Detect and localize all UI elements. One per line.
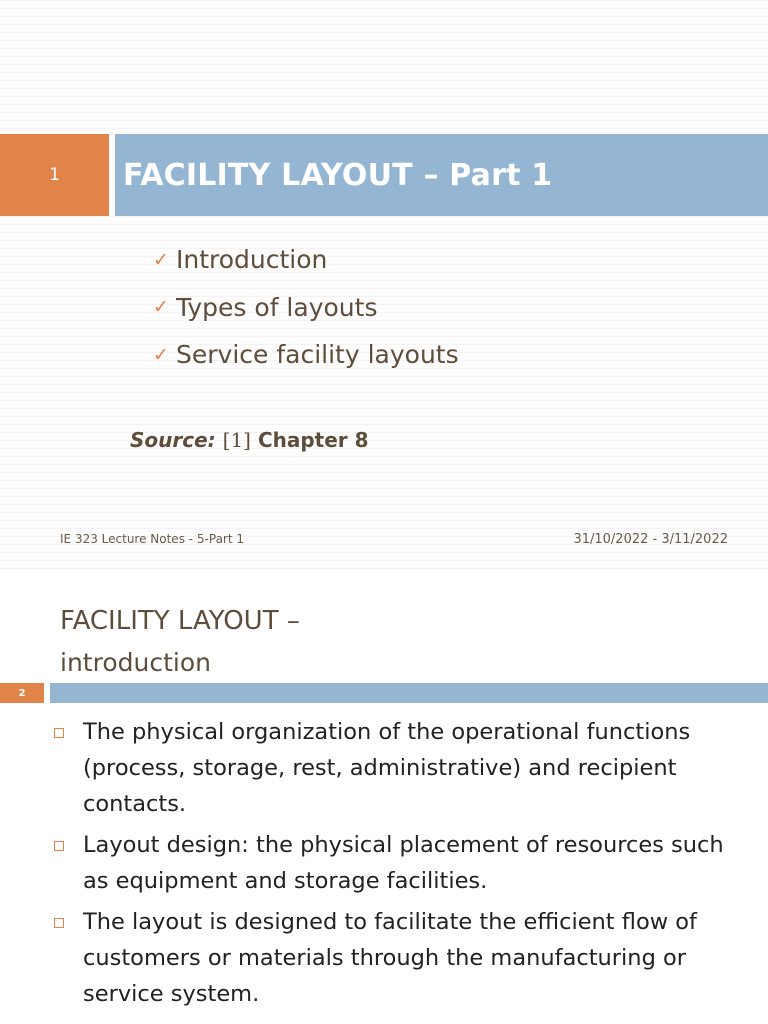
checklist-item-text: Service facility layouts (176, 340, 459, 370)
square-bullet-icon (54, 841, 64, 851)
title-bar (115, 134, 768, 216)
source-label: Source: (130, 428, 216, 452)
slide-number-box (0, 683, 44, 703)
check-icon: ✓ (153, 248, 169, 271)
bullet-item (52, 827, 752, 899)
source-reference: [1] (222, 428, 251, 452)
checklist-item (153, 236, 459, 284)
slide-title-line-1: FACILITY LAYOUT – (60, 606, 300, 636)
bullet-list (52, 714, 752, 1017)
source-chapter: Chapter 8 (257, 428, 369, 452)
checklist-item (153, 284, 459, 332)
source-citation (130, 428, 369, 452)
bullet-item (52, 714, 752, 822)
slide-2 (0, 570, 768, 1024)
slide-number: 2 (18, 687, 26, 699)
slide-title (60, 600, 300, 684)
bullet-item (52, 904, 752, 1012)
bullet-text: Layout design: the physical placement of resources such as equipment and storage facilities. (83, 832, 724, 894)
square-bullet-icon (54, 728, 64, 738)
footer-date: 31/10/2022 - 3/11/2022 (573, 532, 728, 547)
slide-number-box (0, 134, 109, 216)
checklist-item (153, 331, 459, 379)
slide-title-line-2: introduction (60, 648, 211, 677)
bullet-text: The physical organization of the operational functions (process, storage, rest, administrative) and recipient contacts. (83, 719, 691, 817)
checklist-item-text: Introduction (176, 245, 328, 275)
header-bar (50, 683, 768, 703)
slide-number: 1 (49, 165, 60, 185)
footer-course: IE 323 Lecture Notes - 5-Part 1 (60, 532, 245, 546)
check-icon: ✓ (153, 343, 169, 366)
bullet-text: The layout is designed to facilitate the efficient flow of customers or materials through the manufacturing or service system. (83, 909, 697, 1007)
slide-title: FACILITY LAYOUT – Part 1 (123, 157, 553, 193)
square-bullet-icon (54, 918, 64, 928)
topic-checklist (153, 236, 459, 379)
check-icon: ✓ (153, 296, 169, 319)
checklist-item-text: Types of layouts (176, 292, 378, 322)
